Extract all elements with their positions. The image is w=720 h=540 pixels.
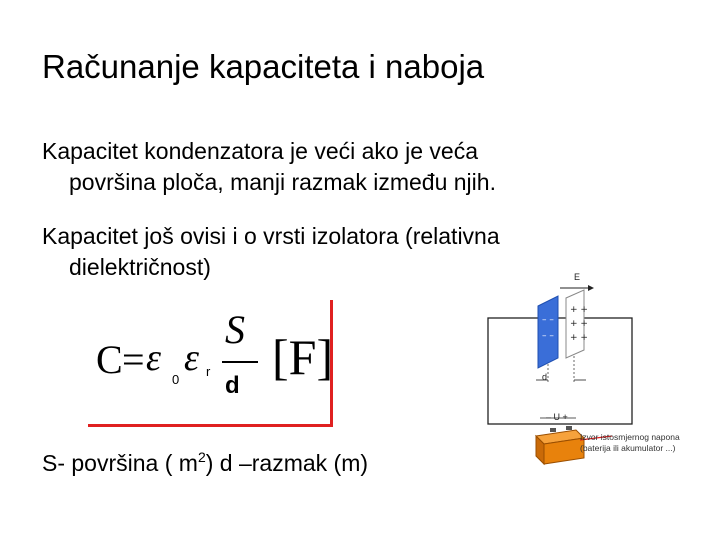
capacitance-formula — [88, 300, 333, 427]
capacitor-circuit-diagram — [480, 268, 712, 468]
paragraph-line: Kapacitet kondenzatora je veći ako je veća — [42, 138, 478, 164]
formula-numerator: S — [225, 307, 245, 352]
voltage-label: – U + — [546, 412, 568, 422]
svg-text:+ +: + + — [570, 333, 588, 343]
legend-superscript: 2 — [197, 449, 206, 465]
fraction-bar — [222, 361, 258, 363]
slide-title: Računanje kapaciteta i naboja — [42, 48, 485, 85]
formula-epsilon-zero: ε — [146, 337, 161, 379]
svg-text:+ +: + + — [570, 305, 588, 315]
paragraph-capacitance-area — [42, 136, 496, 198]
paragraph-line: dielektričnost) — [69, 254, 211, 280]
formula-subscript-r: r — [206, 364, 211, 379]
battery-caption — [580, 432, 680, 454]
svg-text:– –: – – — [542, 331, 554, 341]
legend-text — [42, 442, 368, 479]
legend-suffix: ) d –razmak (m) — [205, 450, 369, 476]
circuit-wire — [488, 318, 632, 424]
paragraph-line: Kapacitet još ovisi i o vrsti izolatora (relativna — [42, 223, 500, 249]
caption-line: Izvor istosmjernog napona — [580, 432, 680, 442]
legend-prefix: S- površina ( m — [42, 450, 198, 476]
svg-text:+ +: + + — [570, 319, 588, 329]
field-arrowhead — [588, 285, 594, 291]
paragraph-dielectric — [42, 221, 500, 283]
formula-subscript-zero: 0 — [172, 372, 180, 387]
formula-denominator: d — [225, 372, 240, 399]
formula-symbol-c: C — [96, 337, 123, 382]
gap-label: d — [542, 372, 548, 382]
caption-line: (baterija ili akumulator ...) — [580, 443, 676, 453]
svg-text:– –: – – — [542, 315, 554, 325]
field-label: E — [574, 272, 581, 282]
formula-unit: [F] — [272, 329, 334, 385]
paragraph-line: površina ploča, manji razmak između njih. — [69, 169, 496, 195]
formula-equals: = — [122, 337, 145, 382]
formula-epsilon-r: ε — [184, 337, 199, 379]
